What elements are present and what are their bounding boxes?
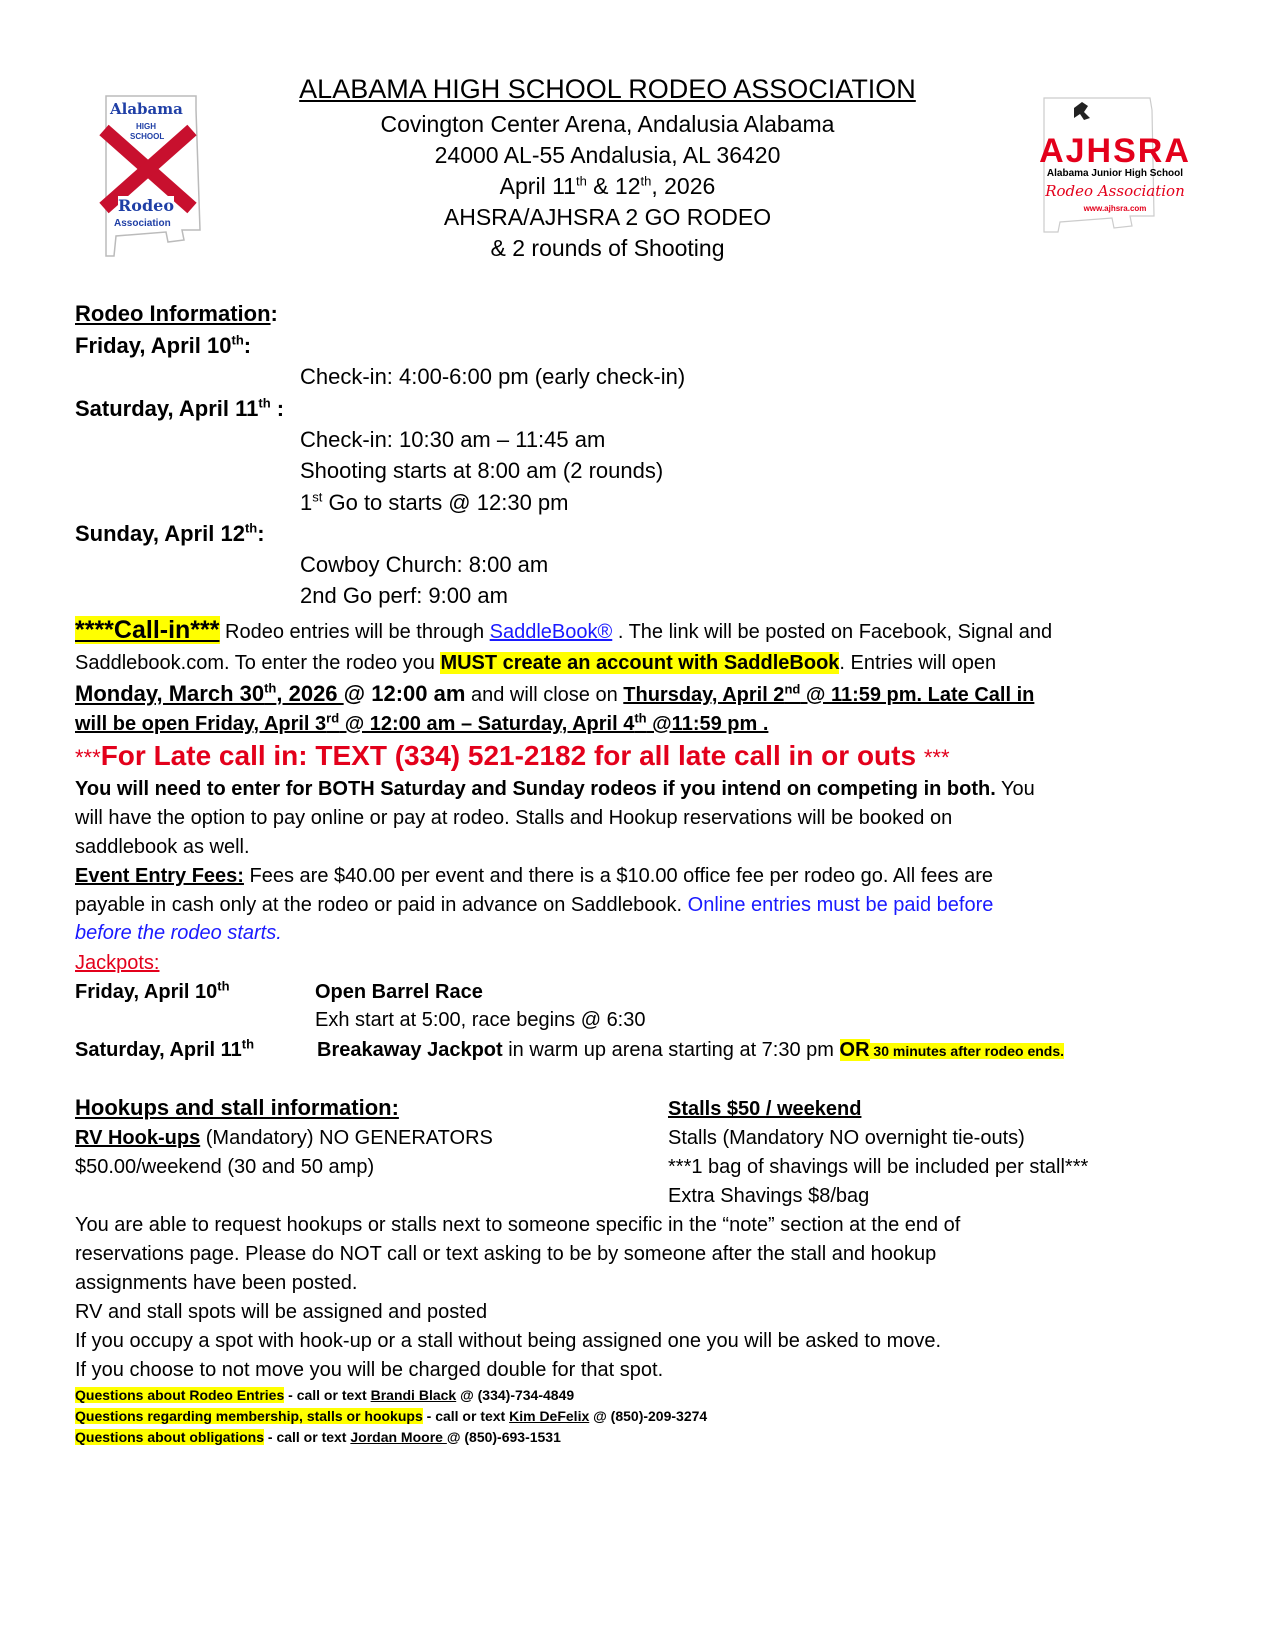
both-line1: You will need to enter for BOTH Saturday and Sunday rodeos if you intend on competing in both. You [75,778,1035,800]
callin-line3: Monday, March 30th, 2026 @ 12:00 am and will close on Thursday, April 2nd @ 11:59 pm. Late Call in [75,680,1035,706]
rodeo-info-heading: Rodeo Information: [75,301,278,326]
event-dates: April 11th & 12th, 2026 [499,173,716,199]
saturday-checkin: Check-in: 10:30 am – 11:45 am [300,427,606,452]
both-line2: will have the option to pay online or pay at rodeo. Stalls and Hookup reservations will be booked on [75,807,953,829]
jackpot-saturday-detail: Breakaway Jackpot in warm up arena starting at 7:30 pm OR 30 minutes after rodeo ends. [317,1039,1065,1061]
jackpot-friday-event: Open Barrel Race [315,981,483,1003]
logo-left-line3: SCHOOL [130,132,165,141]
sunday-church: Cowboy Church: 8:00 am [300,552,549,577]
callin-line1: ****Call-in*** Rodeo entries will be through SaddleBook® . The link will be posted on Facebook, Signal and [75,616,1053,644]
friday-label: Friday, April 10th: [75,332,252,358]
logo-right-big: AJHSRA [1039,132,1191,170]
sunday-label: Sunday, April 12th: [75,520,265,546]
stalls-heading: Stalls $50 / weekend [668,1098,862,1120]
rv-hookups: RV Hook-ups (Mandatory) NO GENERATORS [75,1127,493,1149]
jackpots-heading: Jackpots: [75,952,160,974]
contact-entries: Questions about Rodeo Entries - call or text Brandi Black @ (334)-734-4849 [75,1387,575,1403]
logo-right-line2: Rodeo Association [1045,182,1185,200]
logo-right-url: www.ajhsra.com [1083,204,1147,213]
both-line3: saddlebook as well. [75,836,250,858]
callin-badge: ****Call-in*** [75,616,220,644]
fees-line3: before the rodeo starts. [75,922,282,944]
jackpot-saturday-label: Saturday, April 11th [75,1036,255,1061]
hookups-p4: RV and stall spots will be assigned and posted [75,1301,488,1323]
logo-left-line2: HIGH [136,122,156,131]
shooting-note: & 2 rounds of Shooting [490,235,725,261]
venue: Covington Center Arena, Andalusia Alabama [380,111,835,137]
hookups-heading: Hookups and stall information: [75,1095,399,1120]
saturday-label: Saturday, April 11th : [75,395,285,421]
hookups-p1: You are able to request hookups or stalls next to someone specific in the “note” section at the end of [75,1214,961,1236]
page-title: ALABAMA HIGH SCHOOL RODEO ASSOCIATION [299,74,916,104]
friday-checkin: Check-in: 4:00-6:00 pm (early check-in) [300,364,686,389]
stalls-shavings: ***1 bag of shavings will be included per stall*** [668,1156,1089,1178]
late-call-notice: ***For Late call in: TEXT (334) 521-2182 for all late call in or outs *** [75,740,950,771]
fees-line1: Event Entry Fees: Fees are $40.00 per event and there is a $10.00 office fee per rodeo go. All fees are [75,865,993,887]
hookups-p6: If you choose to not move you will be charged double for that spot. [75,1359,664,1381]
jackpot-friday-detail: Exh start at 5:00, race begins @ 6:30 [315,1009,646,1031]
contact-membership: Questions regarding membership, stalls or hookups - call or text Kim DeFelix @ (850)-209-3274 [75,1408,708,1424]
saturday-shooting: Shooting starts at 8:00 am (2 rounds) [300,458,664,483]
callin-line4: will be open Friday, April 3rd @ 12:00 am – Saturday, April 4th @11:59 pm . [75,710,769,735]
hookups-p2: reservations page. Please do NOT call or text asking to be by someone after the stall and hookup [75,1243,937,1265]
jackpot-friday-label: Friday, April 10th [75,978,230,1003]
must-create-account: MUST create an account with SaddleBook [440,652,840,674]
logo-left-line1: Alabama [110,100,183,118]
callin-line2: Saddlebook.com. To enter the rodeo you MUST create an account with SaddleBook. Entries will open [75,652,997,674]
rv-price: $50.00/weekend (30 and 50 amp) [75,1156,375,1178]
hookups-p5: If you occupy a spot with hook-up or a stall without being assigned one you will be asked to move. [75,1330,942,1352]
saddlebook-link[interactable]: SaddleBook® [489,621,613,643]
fees-label: Event Entry Fees: [75,865,244,887]
stalls-mandatory: Stalls (Mandatory NO overnight tie-outs) [668,1127,1025,1149]
fees-line2: payable in cash only at the rodeo or paid in advance on Saddlebook. Online entries must be paid before [75,894,994,916]
sunday-second-go: 2nd Go perf: 9:00 am [300,583,508,608]
contact-obligations: Questions about obligations - call or text Jordan Moore @ (850)-693-1531 [75,1429,561,1445]
logo-right-line1: Alabama Junior High School [1046,168,1184,179]
saturday-first-go: 1st Go to starts @ 12:30 pm [300,489,569,515]
logo-left-line4: Rodeo [118,196,175,215]
logo-left-line5: Association [114,218,171,229]
stalls-extra-shavings: Extra Shavings $8/bag [668,1185,870,1207]
address: 24000 AL-55 Andalusia, AL 36420 [434,142,781,168]
event-type: AHSRA/AJHSRA 2 GO RODEO [443,204,772,230]
hookups-p3: assignments have been posted. [75,1272,358,1294]
